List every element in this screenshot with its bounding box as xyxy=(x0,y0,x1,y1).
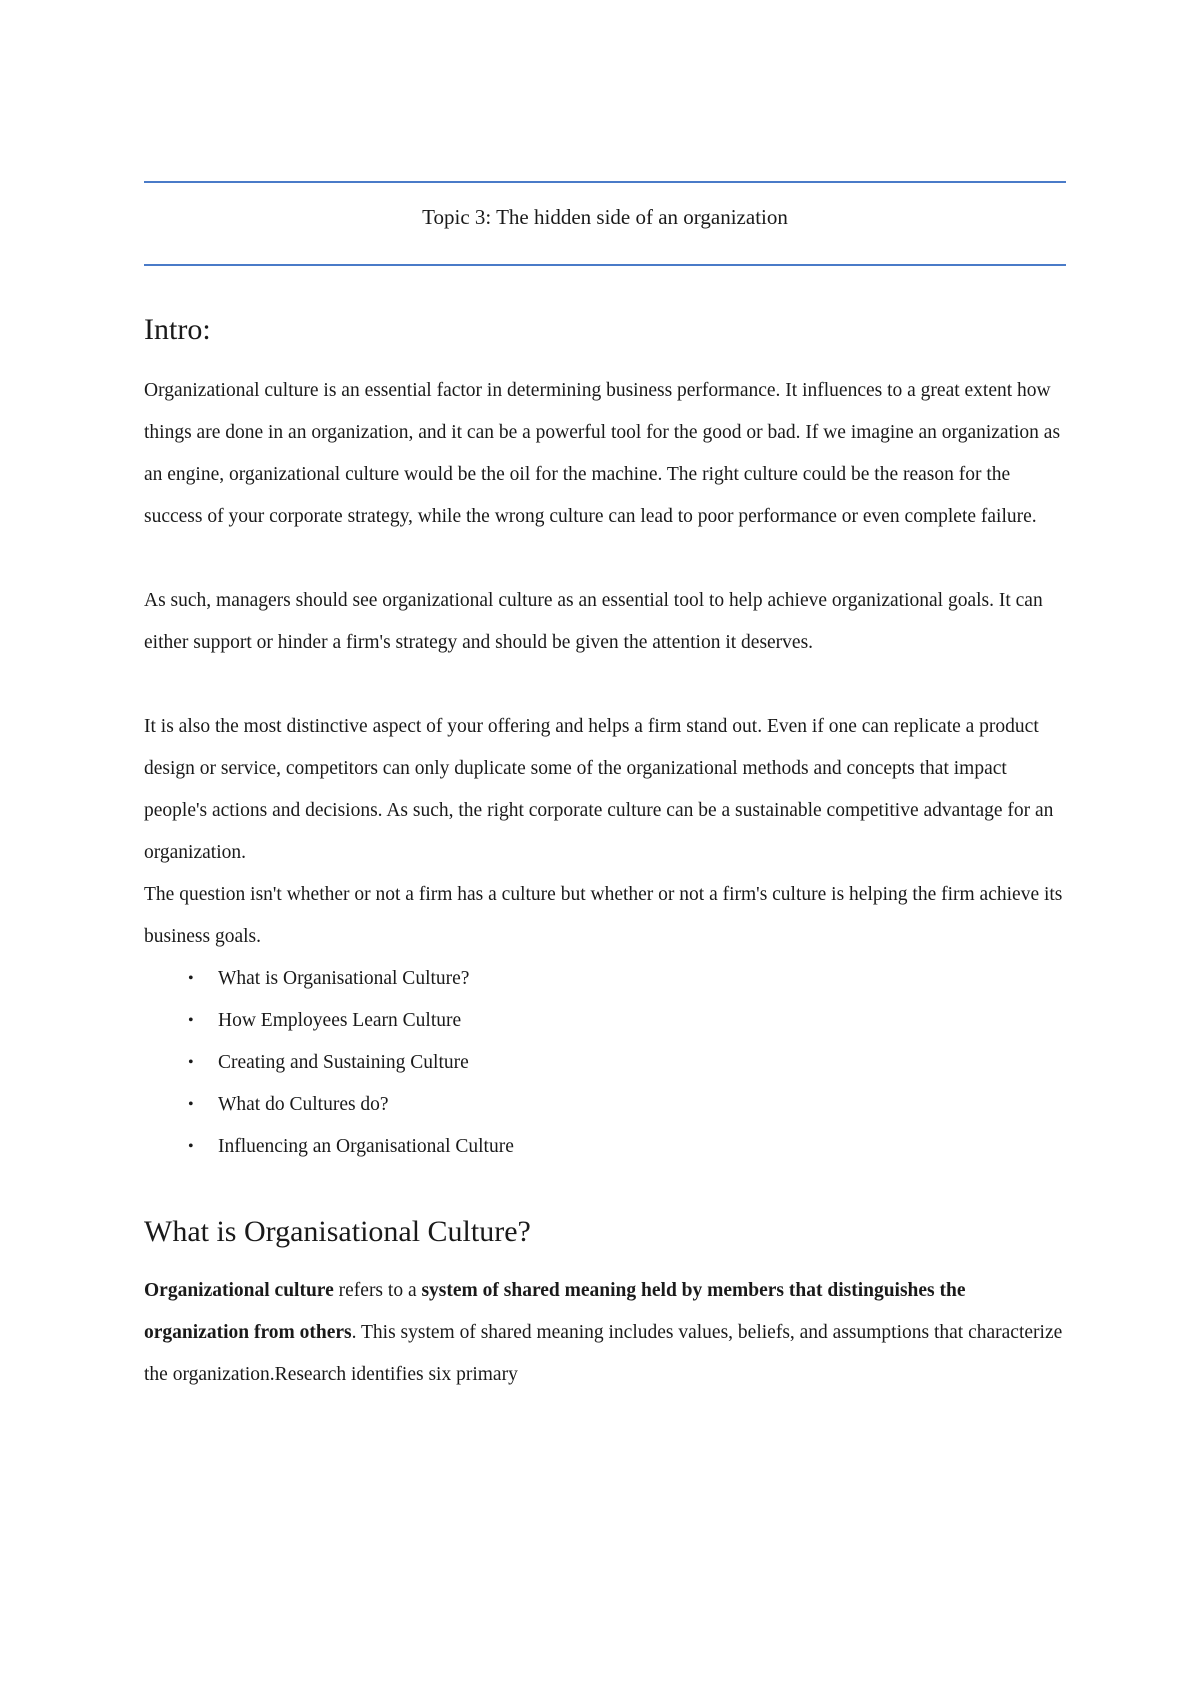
intro-paragraph-1: Organizational culture is an essential factor in determining business performance. It influences to a great extent how things are done in an organization, and it can be a powerful tool for the good or bad. If we imagine an organization as an engine, organizational culture would be the oil for the machine. The right culture could be the reason for the success of your corporate strategy, while the wrong culture can lead to poor performance or even complete failure. xyxy=(144,380,1061,527)
header-top-rule xyxy=(144,181,1066,183)
topics-list xyxy=(144,958,1066,1168)
list-item xyxy=(144,1042,1066,1084)
list-item-label: Creating and Sustaining Culture xyxy=(218,1052,469,1073)
culture-text-1: refers to a xyxy=(333,1280,422,1301)
document-body xyxy=(144,310,1066,1396)
header-bottom-rule xyxy=(144,264,1066,266)
list-item xyxy=(144,1000,1066,1042)
culture-paragraph xyxy=(144,1270,1066,1396)
intro-paragraph-3: It is also the most distinctive aspect of your offering and helps a firm stand out. Even if one can replicate a product design or service, competitors can only duplicate some of the organizational methods and concepts that impact people's actions and decisions. As such, the right corporate culture can be a sustainable competitive advantage for an organization. xyxy=(144,716,1054,863)
culture-heading: What is Organisational Culture? xyxy=(144,1215,531,1248)
paragraph-spacer xyxy=(144,664,1066,706)
intro-heading: Intro: xyxy=(144,313,211,346)
bullet-icon: • xyxy=(188,1138,194,1155)
bullet-icon: • xyxy=(188,1012,194,1029)
list-item-label: Influencing an Organisational Culture xyxy=(218,1136,514,1157)
list-item-label: How Employees Learn Culture xyxy=(218,1010,462,1031)
culture-text-2: . This system of shared meaning includes values, beliefs, and assumptions that characterize the organization.Research identifies six primary xyxy=(144,1322,1063,1385)
bullet-icon: • xyxy=(188,1054,194,1071)
bold-definition: system of shared meaning held by members that distinguishes the organization from others xyxy=(144,1280,966,1343)
bold-term: Organizational culture xyxy=(144,1280,334,1301)
list-item xyxy=(144,1126,1066,1168)
bullet-icon: • xyxy=(188,1096,194,1113)
bullet-icon: • xyxy=(188,970,194,987)
list-item-label: What do Cultures do? xyxy=(218,1094,389,1115)
intro-paragraph-2: As such, managers should see organizational culture as an essential tool to help achieve organizational goals. It can either support or hinder a firm's strategy and should be given the attention it deserves. xyxy=(144,590,1043,653)
list-item xyxy=(144,958,1066,1000)
list-item-label: What is Organisational Culture? xyxy=(218,968,470,989)
list-item xyxy=(144,1084,1066,1126)
paragraph-spacer xyxy=(144,538,1066,580)
topic-title: Topic 3: The hidden side of an organization xyxy=(422,205,788,229)
intro-paragraph-4: The question isn't whether or not a firm has a culture but whether or not a firm's culture is helping the firm achieve its business goals. xyxy=(144,884,1063,947)
